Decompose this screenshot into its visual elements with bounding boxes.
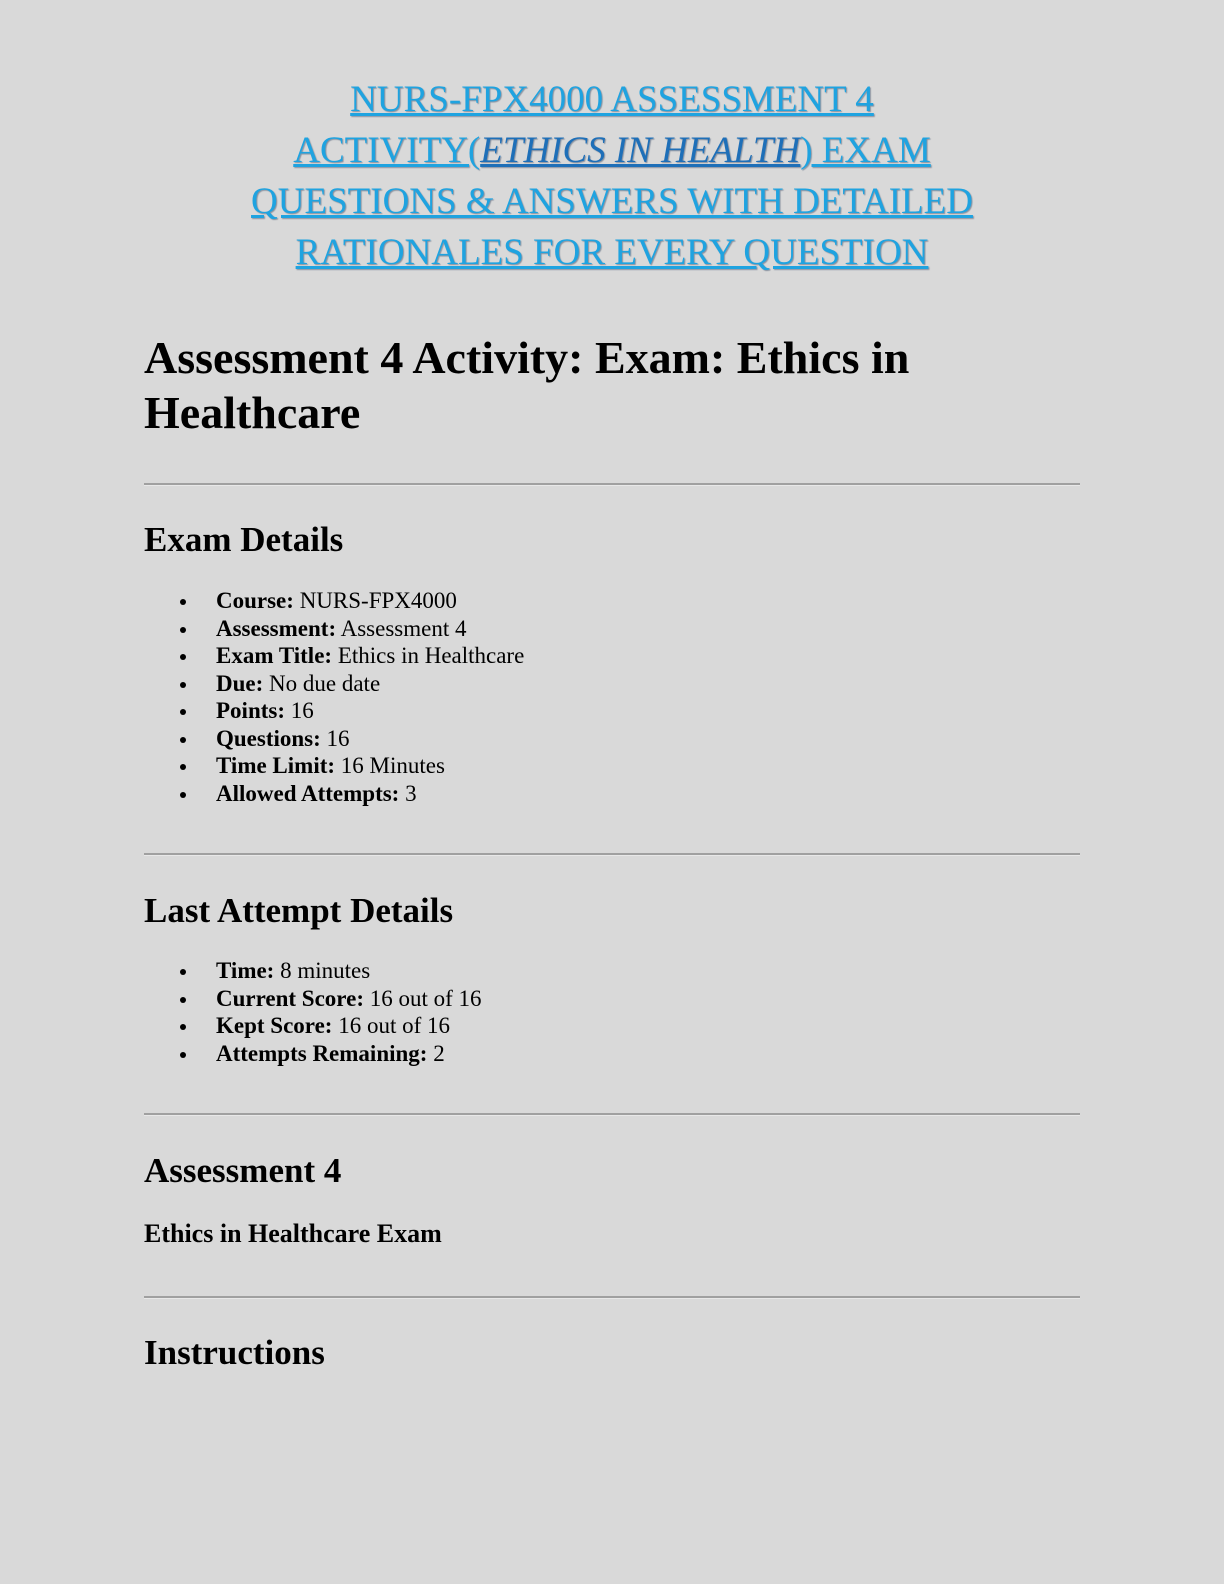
banner-line-1[interactable]: NURS-FPX4000 ASSESSMENT 4 [350,79,874,120]
detail-label: Questions: [216,725,321,751]
banner-line-2-suffix[interactable]: ) EXAM [800,130,931,171]
last-attempt-item [144,957,482,985]
assessment-heading: Assessment 4 [144,1151,342,1190]
detail-value: 3 [405,780,417,806]
assessment-subheading: Ethics in Healthcare Exam [144,1219,442,1248]
detail-label: Course: [216,588,294,613]
divider [144,1113,1080,1116]
instructions-heading: Instructions [144,1333,325,1372]
detail-value: No due date [269,670,381,696]
divider [144,1296,1080,1299]
detail-value: 2 [433,1040,445,1066]
exam-details-heading: Exam Details [144,520,344,559]
detail-value: NURS-FPX4000 [299,588,457,613]
detail-label: Current Score: [216,985,364,1011]
last-attempt-heading: Last Attempt Details [144,891,454,930]
detail-label: Allowed Attempts: [216,780,400,806]
banner-line-2-prefix[interactable]: ACTIVITY( [293,130,481,171]
exam-detail-item [144,697,524,725]
last-attempt-item [144,985,482,1013]
exam-detail-item [144,670,524,698]
detail-label: Exam Title: [216,643,333,668]
detail-value: Ethics in Healthcare [337,643,525,668]
detail-label: Time: [216,958,275,983]
detail-label: Points: [216,698,285,723]
divider [144,853,1080,856]
exam-detail-item [144,615,524,643]
banner-line-4[interactable]: RATIONALES FOR EVERY QUESTION [295,232,929,273]
exam-detail-item [144,587,524,615]
page-title: Assessment 4 Activity: Exam: Ethics in Healthcare [144,332,910,438]
detail-label: Assessment: [216,615,337,641]
divider [144,483,1080,486]
exam-detail-item [144,752,524,780]
detail-value: 16 [326,725,350,751]
detail-value: 8 minutes [280,958,371,983]
banner-line-2-italic[interactable]: ETHICS IN HEALTH [480,130,801,171]
detail-value: 16 Minutes [340,753,445,778]
last-attempt-list [144,957,482,1067]
detail-value: Assessment 4 [340,615,467,641]
exam-detail-item [144,642,524,670]
exam-detail-item [144,780,524,808]
detail-label: Time Limit: [216,753,336,778]
banner-line-3[interactable]: QUESTIONS & ANSWERS WITH DETAILED [251,181,973,222]
document-banner-title[interactable] [144,74,1080,278]
detail-value: 16 out of 16 [338,1013,451,1038]
detail-label: Kept Score: [216,1013,333,1038]
last-attempt-item [144,1040,482,1068]
detail-value: 16 out of 16 [369,985,482,1011]
exam-detail-item [144,725,524,753]
banner-line-2[interactable] [144,125,1080,176]
detail-label: Attempts Remaining: [216,1040,428,1066]
exam-details-list [144,587,524,807]
last-attempt-item [144,1012,482,1040]
detail-value: 16 [290,698,314,723]
detail-label: Due: [216,670,264,696]
